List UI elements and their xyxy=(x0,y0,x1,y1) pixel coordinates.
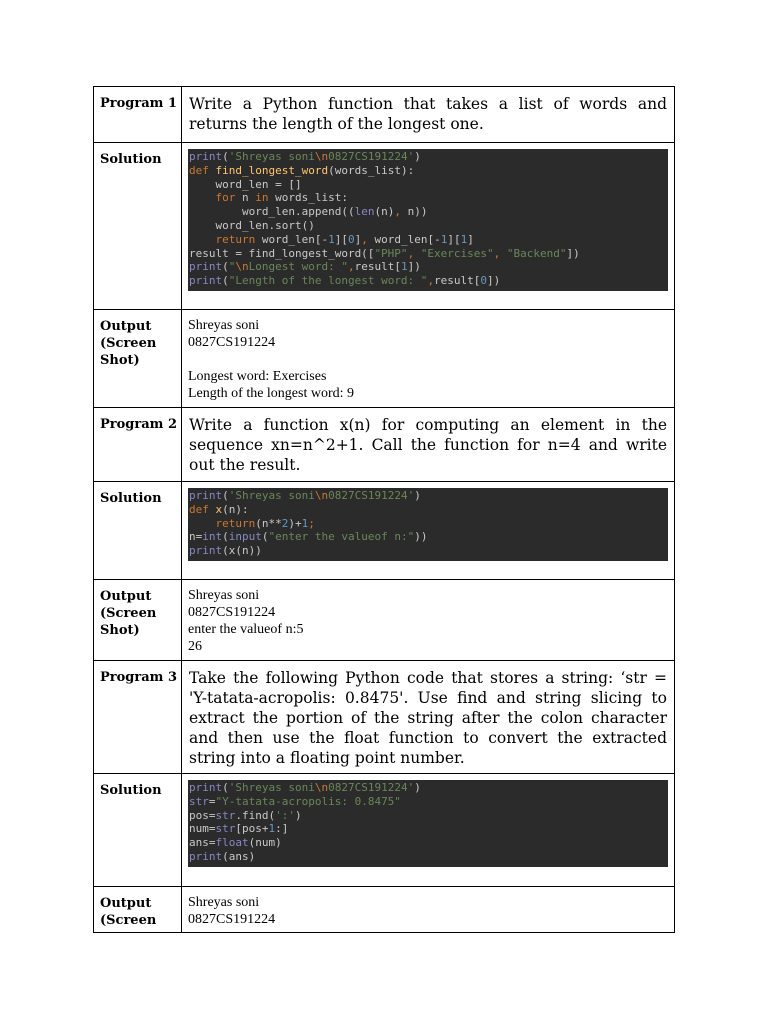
output-2-row xyxy=(94,580,675,661)
program-2-row xyxy=(94,408,675,482)
output-1-text xyxy=(182,310,674,402)
output-1-label: Output (Screen Shot) xyxy=(100,319,157,368)
program-1-label: Program 1 xyxy=(100,96,177,111)
code-line: print("\nLongest word: ",result[1]) xyxy=(189,260,421,274)
code-line: pos=str.find(':') xyxy=(189,808,302,822)
code-block-1 xyxy=(188,149,668,291)
output-line: Shreyas soni xyxy=(188,895,260,910)
code-line: ans=float(num) xyxy=(189,836,282,850)
code-line: return word_len[-1][0], word_len[-1][1] xyxy=(215,232,474,246)
program-3-question: Take the following Python code that stores a string: ‘str = 'Y-tatata-acropolis: 0.8475'. Use find and string slicing to extract the portion of the string after the colon character and then use the float function to convert the extracted string into a floating point number. xyxy=(189,669,667,767)
solution-2-label: Solution xyxy=(100,491,162,506)
code-line: print(ans) xyxy=(189,849,256,863)
output-line: 0827CS191224 xyxy=(188,605,276,620)
code-line: result = find_longest_word(["PHP", "Exercises", "Backend"]) xyxy=(189,246,580,260)
output-3-text xyxy=(182,887,674,928)
output-3-row xyxy=(94,887,675,933)
program-1-row xyxy=(94,87,675,143)
program-3-row xyxy=(94,661,675,774)
code-block-2 xyxy=(188,488,668,561)
output-line: 0827CS191224 xyxy=(188,912,276,927)
code-line: num=str[pos+1:] xyxy=(189,822,289,836)
program-3-label: Program 3 xyxy=(100,670,177,685)
code-line: def find_longest_word(words_list): xyxy=(189,163,415,177)
code-line: word_len = [] xyxy=(189,177,302,191)
output-line: Shreyas soni xyxy=(188,588,260,603)
code-line: n=int(input("enter the valueof n:")) xyxy=(189,530,428,544)
output-line: Longest word: Exercises xyxy=(188,369,327,384)
output-2-text xyxy=(182,580,674,655)
code-line: print('Shreyas soni\n0827CS191224') xyxy=(189,489,421,502)
solution-1-label: Solution xyxy=(100,152,162,167)
output-blank-line xyxy=(188,351,674,368)
code-line: for n in words_list: xyxy=(215,191,348,205)
program-2-question: Write a function x(n) for computing an element in the sequence xn=n^2+1. Call the function for n=4 and write out the result. xyxy=(189,416,667,474)
output-line: 0827CS191224 xyxy=(188,335,276,350)
solution-1-row xyxy=(94,143,675,310)
code-line: print(x(n)) xyxy=(189,544,262,558)
solution-3-row xyxy=(94,774,675,887)
solution-3-label: Solution xyxy=(100,783,162,798)
output-line: Length of the longest word: 9 xyxy=(188,386,355,401)
program-1-question: Write a Python function that takes a list of words and returns the length of the longest one. xyxy=(189,95,667,133)
output-line: 26 xyxy=(188,639,202,654)
code-line: def x(n): xyxy=(189,502,249,516)
output-1-row xyxy=(94,310,675,408)
code-block-3 xyxy=(188,780,668,867)
code-line: print('Shreyas soni\n0827CS191224') xyxy=(189,781,421,794)
code-line: print("Length of the longest word: ",result[0]) xyxy=(189,274,501,288)
code-line: word_len.sort() xyxy=(189,218,315,232)
code-line: str="Y-tatata-acropolis: 0.8475" xyxy=(189,794,401,808)
code-line: print('Shreyas soni\n0827CS191224') xyxy=(189,150,421,163)
output-2-label: Output (Screen Shot) xyxy=(100,589,157,638)
output-line: Shreyas soni xyxy=(188,318,260,333)
solution-2-row xyxy=(94,482,675,580)
output-3-label: Output (Screen xyxy=(100,896,157,928)
code-line: return(n**2)+1; xyxy=(215,516,315,530)
assignment-table xyxy=(93,86,675,933)
program-2-label: Program 2 xyxy=(100,417,177,432)
output-line: enter the valueof n:5 xyxy=(188,622,304,637)
code-line: word_len.append((len(n), n)) xyxy=(189,205,428,219)
